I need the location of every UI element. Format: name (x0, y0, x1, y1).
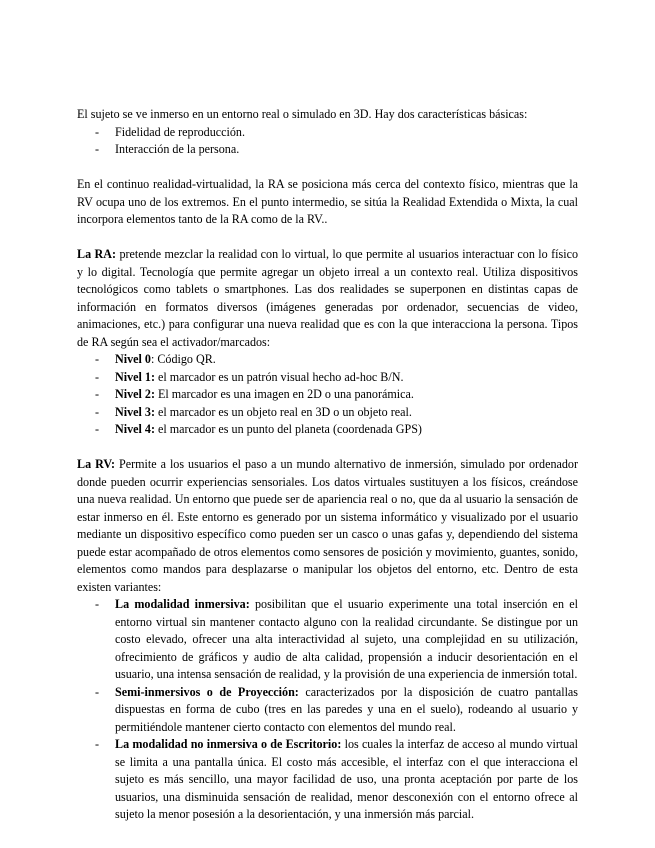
list-item: - La modalidad inmersiva: posibilitan que el usuario experimente una total inserción en el entorno virtual sin mantener contacto alguno con la realidad circundante. Se distingue por un costo elevado, ofrecer una alta interactividad al sujeto, una complejidad en su utilización, ofrecimiento de gráficos y audio de alta calidad, propensión a inducir desorientación en el usuario, una intensa sensación de realidad, y la provisión de una experiencia de inmersión total. (95, 597, 578, 681)
intro-paragraph: El sujeto se ve inmerso en un entorno real o simulado en 3D. Hay dos características básicas: (77, 107, 528, 121)
ra-label: La RA: (77, 247, 117, 261)
dash-bullet: - (95, 142, 100, 156)
dash-bullet: - (95, 352, 100, 366)
dash-bullet: - (95, 737, 100, 751)
list-item: - Nivel 0: Código QR. (77, 351, 578, 369)
document-body (77, 106, 578, 824)
ra-paragraph: La RA: pretende mezclar la realidad con lo virtual, lo que permite al usuarios interactuar con lo físico y lo digital. Tecnología que permite agregar un objeto irreal a un contexto real. Utiliza dispositivos tecnológicos como tablets o smartphones. Las dos realidades se superponen en distintas capas de información en formatos diversos (imágenes generadas por ordenador, secuencias de video, animaciones, etc.) para configurar una nueva realidad que es con la que interacciona la persona. Tipos de RA según sea el activador/marcados: (77, 247, 578, 349)
dash-bullet: - (95, 369, 100, 384)
intro-list (77, 124, 578, 159)
dash-bullet: - (95, 684, 100, 699)
ra-levels-list (77, 351, 578, 439)
list-item: - La modalidad no inmersiva o de Escritorio: los cuales la interfaz de acceso al mundo virtual se limita a una pantalla única. El costo más accesible, el interfaz con el que interacciona el sujeto es más sencillo, una mayor facilidad de uso, una pronta aceptación por parte de los usuarios, una disminuida sensación de realidad, menor desconexión con el entorno ofrece al sujeto la menor posesión a la desorientación, y una inmersión más parcial. (95, 737, 578, 821)
dash-bullet: - (95, 404, 100, 419)
dash-bullet: - (95, 422, 100, 436)
list-item: - Nivel 4: el marcador es un punto del planeta (coordenada GPS) (77, 421, 578, 439)
dash-bullet: - (95, 387, 100, 401)
dash-bullet: - (95, 124, 100, 139)
rv-label: La RV: (77, 457, 116, 471)
list-item: - Interacción de la persona. (77, 141, 578, 159)
rv-variants-list (77, 596, 578, 824)
list-item: - Nivel 2: El marcador es una imagen en 2D o una panorámica. (77, 386, 578, 404)
list-item: - Nivel 1: el marcador es un patrón visual hecho ad-hoc B/N. (77, 369, 578, 387)
list-item: - Fidelidad de reproducción. (77, 124, 578, 142)
continuum-paragraph: En el continuo realidad-virtualidad, la RA se posiciona más cerca del contexto físico, mientras que la RV ocupa uno de los extremos. En el punto intermedio, se sitúa la Realidad Extendida o Mixta, la cual incorpora elementos tanto de la RA como de la RV.. (77, 177, 578, 226)
list-item: - Nivel 3: el marcador es un objeto real en 3D o un objeto real. (77, 404, 578, 422)
list-item: - Semi-inmersivos o de Proyección: caracterizados por la disposición de cuatro pantallas dispuestas en forma de cubo (tres en las paredes y una en el suelo), rodeando al usuario y permitiéndole mantener cierto contacto con elementos del mundo real. (95, 684, 578, 734)
rv-paragraph: La RV: Permite a los usuarios el paso a un mundo alternativo de inmersión, simulado por ordenador donde pueden ocurrir experiencias sensoriales. Los datos virtuales sustituyen a los físicos, creándose una nueva realidad. Un entorno que puede ser de apariencia real o no, que da al usuario la sensación de estar inmerso en él. Este entorno es generado por un sistema informático y visualizado por el usuario mediante un dispositivo específico como pueden ser un casco o unas gafas y, dependiendo del sistema puede estar acompañado de otros elementos como sensores de posición y movimiento, guantes, sonido, elementos como mandos para desplazarse o manipular los objetos del entorno, etc. Dentro de esta existen variantes: (77, 457, 578, 594)
dash-bullet: - (95, 597, 100, 611)
